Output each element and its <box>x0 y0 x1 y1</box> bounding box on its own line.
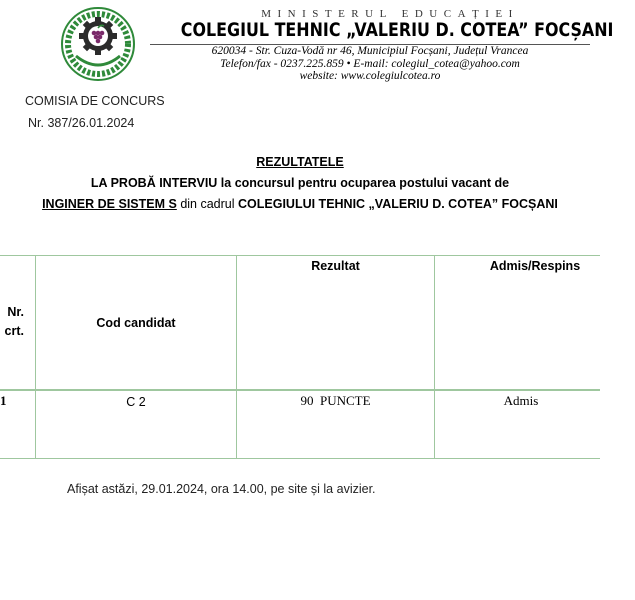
position-name: INGINER DE SISTEM S <box>42 197 177 211</box>
header-rezultat: Rezultat <box>311 259 360 273</box>
table-border-top <box>0 255 600 256</box>
title-subject: LA PROBĂ INTERVIU la concursul pentru ocuparea postului vacant de <box>90 176 510 190</box>
school-contact: Telefon/fax - 0237.225.859 • E-mail: colegiul_cotea@yahoo.com <box>220 57 520 70</box>
school-genitive: COLEGIULUI TEHNIC „VALERIU D. COTEA” FOCȘANI <box>238 197 558 211</box>
header-cod-candidat: Cod candidat <box>96 316 176 330</box>
table-col-divider <box>236 255 237 459</box>
registration-number: Nr. 387/26.01.2024 <box>28 116 135 130</box>
school-logo-icon <box>60 6 136 82</box>
row-candidate-code: C 2 <box>126 395 146 409</box>
commission-name: COMISIA DE CONCURS <box>25 94 165 108</box>
school-website: website: www.colegiulcotea.ro <box>299 70 441 82</box>
title-position-line <box>0 194 600 215</box>
row-status: Admis <box>503 393 539 408</box>
letterhead <box>150 8 614 42</box>
document-title <box>0 152 600 215</box>
header-admis-respins: Admis/Respins <box>489 259 581 273</box>
school-address: 620034 - Str. Cuza-Vodă nr 46, Municipiul Focșani, Județul Vrancea <box>211 45 529 57</box>
posting-note: Afișat astăzi, 29.01.2024, ora 14.00, pe site și la avizier. <box>67 482 376 496</box>
title-connector: din cadrul <box>180 197 235 211</box>
table-border-bottom <box>0 458 600 459</box>
table-col-divider <box>434 255 435 459</box>
school-name: COLEGIUL TEHNIC „VALERIU D. COTEA” FOCȘANI <box>180 20 614 41</box>
header-nr-line2: crt. <box>4 324 24 338</box>
table-col-divider <box>35 255 36 459</box>
school-address-block <box>150 45 590 83</box>
row-nr: 1 <box>0 393 7 408</box>
table-header-divider <box>0 389 600 391</box>
header-nr-crt <box>0 305 24 338</box>
ministry-name: MINISTERUL EDUCAȚIEI <box>261 8 519 20</box>
title-results: REZULTATELE <box>256 155 344 169</box>
row-result: 90 PUNCTE <box>300 393 371 408</box>
commission-info <box>25 90 165 134</box>
header-nr-line1: Nr. <box>7 305 24 319</box>
